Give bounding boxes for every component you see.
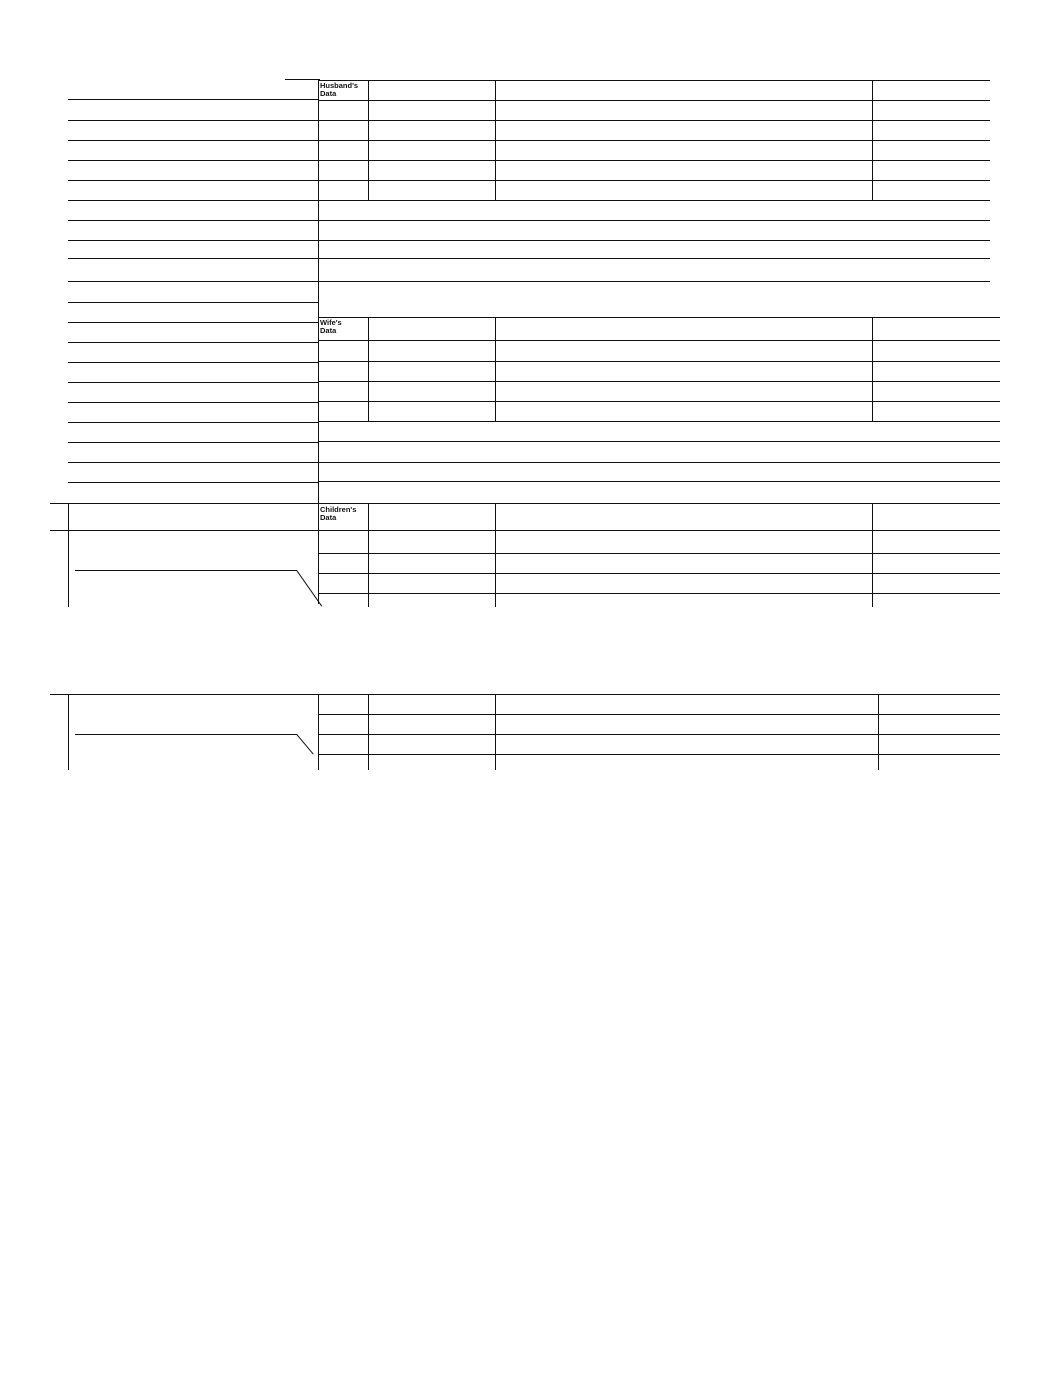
husband-grid-line xyxy=(318,160,990,161)
left-blank-line xyxy=(68,422,318,423)
child3-sex-divider xyxy=(68,694,69,770)
child3-top-line xyxy=(50,694,1000,695)
left-blank-line xyxy=(68,322,318,323)
child3-vertical-line xyxy=(368,694,369,770)
child3-grid-line xyxy=(318,754,1000,755)
husband-grid-line xyxy=(318,140,990,141)
wife-grid-line xyxy=(318,340,1000,341)
header-top-line xyxy=(318,80,990,81)
left-blank-line xyxy=(68,240,318,241)
wife-grid-line xyxy=(318,381,1000,382)
husband-grid-line xyxy=(318,200,990,201)
left-blank-line xyxy=(68,258,318,259)
child3-spouse-slash xyxy=(296,734,313,755)
child1-spouse-line xyxy=(75,570,297,571)
child3-vertical-line xyxy=(495,694,496,770)
children-data-header: Children's Data xyxy=(320,505,357,522)
city-underline xyxy=(68,482,318,483)
address-underline xyxy=(68,462,318,463)
wife-vertical-line xyxy=(368,317,369,421)
children-sex-divider xyxy=(68,503,69,607)
children-vertical-line xyxy=(495,503,496,607)
wife-grid-line xyxy=(318,503,1000,504)
children-vertical-line xyxy=(368,503,369,607)
child1-grid-line xyxy=(318,593,1000,594)
children-header-line xyxy=(50,503,318,504)
husband-grid-line xyxy=(318,240,990,241)
left-blank-line xyxy=(68,382,318,383)
left-blank-line xyxy=(68,362,318,363)
husband-grid-line xyxy=(318,100,990,101)
child1-grid-line xyxy=(318,573,1000,574)
child3-grid-line xyxy=(318,734,1000,735)
left-blank-line xyxy=(68,180,318,181)
wife-grid-line xyxy=(318,462,1000,463)
husband-grid-line xyxy=(318,281,990,282)
info-from-underline xyxy=(68,99,318,100)
left-blank-line xyxy=(68,140,318,141)
husband-grid-line xyxy=(318,180,990,181)
wife-vertical-line xyxy=(872,317,873,421)
wife-grid-line xyxy=(318,401,1000,402)
left-blank-line xyxy=(68,220,318,221)
left-blank-line xyxy=(68,342,318,343)
wife-vertical-line xyxy=(495,317,496,421)
children-header-bottom-line xyxy=(50,530,1000,531)
child3-grid-line xyxy=(318,714,1000,715)
family-group-number-line xyxy=(285,79,320,80)
left-blank-line xyxy=(68,402,318,403)
husband-grid-line xyxy=(318,120,990,121)
husband-grid-line xyxy=(318,220,990,221)
husband-data-label: Husband's Data xyxy=(320,81,359,98)
children-vertical-line xyxy=(872,503,873,607)
left-blank-line xyxy=(68,200,318,201)
child3-vertical-line xyxy=(878,694,879,770)
child1-grid-line xyxy=(318,553,1000,554)
wife-grid-line xyxy=(318,361,1000,362)
husband-vertical-line xyxy=(368,80,369,200)
wife-grid-line xyxy=(318,441,1000,442)
husband-grid-line xyxy=(318,258,990,259)
child3-spouse-line xyxy=(75,734,297,735)
compiler-underline xyxy=(68,442,318,443)
wife-grid-line xyxy=(318,481,1000,482)
child3-main-divider xyxy=(318,694,319,770)
husband-vertical-line xyxy=(872,80,873,200)
wife-grid-line xyxy=(318,421,1000,422)
left-blank-line xyxy=(68,302,318,303)
wife-header-top-line xyxy=(318,317,1000,318)
wife-data-label: Wife's Data xyxy=(320,318,342,335)
left-blank-line xyxy=(68,120,318,121)
left-blank-line xyxy=(68,281,318,282)
main-vertical-divider xyxy=(318,80,319,604)
husband-vertical-line xyxy=(495,80,496,200)
left-blank-line xyxy=(68,160,318,161)
